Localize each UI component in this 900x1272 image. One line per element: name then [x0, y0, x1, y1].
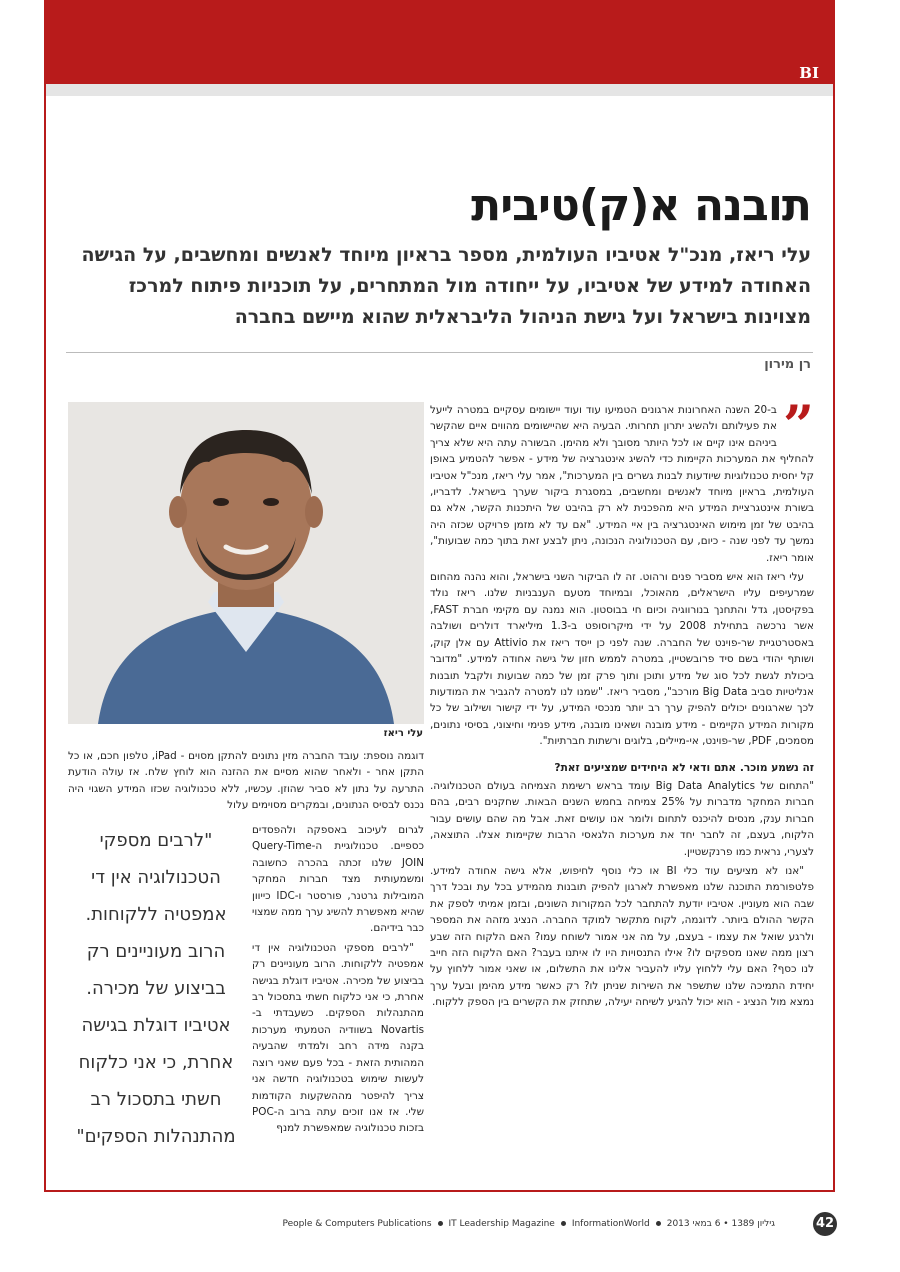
footer-issue: גיליון 1389 • 6 במאי 2013	[666, 1219, 775, 1229]
page-number: 42	[813, 1212, 837, 1236]
article-column-left-top	[68, 748, 424, 817]
article-column-left-bottom	[252, 822, 424, 1140]
portrait-photo	[68, 402, 424, 724]
footer-pub-1: People & Computers Publications	[282, 1219, 432, 1229]
section-tag: BI	[799, 64, 819, 82]
footer-pub-3: InformationWorld	[571, 1219, 650, 1229]
paragraph: עלי ריאז הוא איש מסביר פנים ורהוט. זה לו הביקור השני בישראל, והוא נהנה מהחום שמרעיפים עליו הישראלים, מהאוכל, ובמיוחד מטעם הענבניות שלנו. ריאז נולד בפקיסטן, גדל והתחנך בנורווגיה וכיום חי בבוסטון. הוא נמנה עם מקימי חברת FAST, אשר נרכשה בתחילת 2008 על ידי מיקרוסופט ב-1.3 מיליארד דולרים ושולבה באסטרטגיית שר-פוינט של החברה. שנה לפני כן ייסד ריאז את Attivio עם אלן קוק, ושותף יהודי בשם סיד פרובשטיין, במטרה לממש חזון של גישה אחודה למידע. "מדובר ביכולת לגשת לכל סוג של מידע ותוכן ותוך פרק זמן של כמה שבועות ולקבל תובנות אנליטיות סביב Big Data מורכב", מסביר ריאז. "שמנו לנו למטרה להגביר את המודעות לכך שארגונים יכולים להפיק ערך רב יותר מנכסי המידע, על ידי קישור ושילוב של כל מקורות המידע הקיימים - מידע מובנה ושאינו מובנה, מידע פנימי וחיצוני, בסיסי נתונים, מסמכים, PDF, שר-פוינט, אי-מיילים, בלוגים ורשתות חברתיות".	[430, 571, 815, 748]
photo-caption: עלי ריאז	[383, 728, 423, 739]
page-frame	[44, 0, 835, 1192]
header-bar	[46, 0, 833, 84]
pull-quote: "לרבים מספקי הטכנולוגיה אין די אמפטיה ללקוחות. הרוב מעוניינים רק בביצוע של מכירה. אטיביו דוגלת בגישה אחרת, כי אני כלקוח חשתי בתסכול רב מהתנהלות הספקים"	[76, 830, 236, 1147]
article-subtitle: עלי ריאז, מנכ"ל אטיביו העולמית, מספר בראיון מיוחד לאנשים ומחשבים, על הגישה האחודה למידע של אטיביו, על ייחודה מול המתחרים, על תוכניות פיתוח למרכז מצוינות בישראל ועל גישת הניהול הליבראלית שהוא מיישם בחברה	[81, 244, 811, 328]
bullet-icon	[438, 1221, 443, 1226]
article-column-right	[430, 393, 815, 1014]
article-title: תובנה א(ק)טיבית	[471, 180, 811, 231]
section-heading: זה נשמע מוכר. אתם ודאי לא היחידים שמציעים זאת?	[554, 761, 814, 774]
paragraph: "לרבים מספקי הטכנולוגיה אין די אמפטיה ללקוחות. הרוב מעוניינים רק בביצוע של מכירה. אטיביו דוגלת בגישה אחרת, כי אני כלקוח חשתי בתסכול רב מהתנהלות הספקים. כשעבדתי ב-Novartis בשוודיה הטמעתי מערכות בקנה מידה רחב ולמדתי שהבעיה המהותית הזאת - בכל פעם שאני רוצה לעשות שימוש בטכנולוגיה חדשה אני צריך להיפטר מההשקעות הקודמות שלי. אז אנו זוכים עתה ברוב ה-POC בזכות טכנולוגיה שמאפשרת למנף	[252, 941, 424, 1135]
quote-mark-icon: ”	[782, 393, 814, 457]
portrait-illustration	[68, 402, 424, 724]
bullet-icon	[561, 1221, 566, 1226]
page-footer	[44, 1212, 835, 1236]
header-underbar	[46, 84, 833, 96]
divider	[66, 352, 813, 353]
paragraph: "אנו לא מציעים עוד כלי BI או כלי נוסף לחיפוש, אלא גישה אחודה למידע. פלטפורמת התוכנה שלנו מאפשרת לארגון להפיק תובנות מהמידע בכל עת ובכל דרך שבה הוא מעוניין. אטיביו יודעת להתחבר לכל המקורות השונים, ובזמן אמיתי לספק את הקשר ההולם ביותר. לדוגמה, לקוח מתקשר למוקד החברה. הנציג מזהה את המספר ולרגע שואל את עצמו - בעצם, על מה אני אמור לשוחח עמו? האם הלקוח הזה שבע רצון ממה שאנו מספקים לו? אילו התנסויות היו לו איתנו בעבר? האם הלקוח הזה חייב לנו כסף? האם עלי ללחוץ עליו להעביר אלינו את התשלום, או שאני אמור ללחוץ על יחידת התמיכה שלנו שתשפר את השירות שניתן לו? רק כאשר מידע מהימן ובעל ערך נמצא מול הנציג - הוא יכול להגיע לשיחה יעילה, שתחזק את הקשרים בין הספק ללקוח.	[430, 864, 814, 1009]
paragraph: דוגמה נוספת: עובד החברה מזין נתונים להתקן מסוים - iPad, טלפון חכם, או כל התקן אחר - ולאחר שהוא מסיים את ההזנה הוא לוחץ שלח. אז עולה הודעת התרעה על נתון לא סביר שהוזן. עכשיו, ללא טכנולוגיה שכזו המידע השגוי היה נכנס לבסיס הנתונים, ובמקרים מסוימים עלול	[68, 750, 425, 812]
paragraph: לגרום לעיכוב באספקה ולהפסדים כספיים. טכנולוגיית ה-Query-Time JOIN שלנו זכתה בהכרה כחשובה ומשמעותית מצד חברות המחקר המובילות גרטנר, פורסטר ו-IDC כייוון שהיא מאפשרת להשיג ערך ממה שמצוי כבר בידיהם.	[252, 824, 424, 935]
author-byline: רן מירון	[764, 357, 811, 372]
paragraph: "התחום של Big Data Analytics עומד בראש רשימת הצמיחה בעולם הטכנולוגיה. חברות המחקר מדברות על 25% צמיחה בחמש השנים הבאות. שחקנים רבים, בהם חברות ענק, מנסים להיכנס לתחום ולומר אנו עושים זאת. אבל מה שהם עושים עבור הלקוח, בעצם, זה לחבר יחד את מערכות הלגאסי הרבות שקיימות אצלו. התוצאה, לצערי, נראית כמו פרנקשטיין.	[430, 779, 814, 858]
bullet-icon	[656, 1221, 661, 1226]
footer-pub-2: IT Leadership Magazine	[448, 1219, 555, 1229]
footer-publications	[283, 1219, 776, 1229]
paragraph: ב-20 השנה האחרונות ארגונים הטמיעו עוד ועוד יישומים עסקיים במטרה לייעל את פעילותם ולהשיג יתרון תחרותי. הבעיה היא שהיישומים מהווים איים שהקשר ביניהם אינו קיים או לכל היותר מסובך ולא מהימן. הבשורה עתה היא שלא צריך להחליף את המערכות הקיימות כדי להשיג אינטגרציה של מידע - אפשר להטמיע באופן קל יחסית טכנולוגיות שיודעות לבנות גשרים בין המערכות", אמר עלי ריאז, מנכ"ל אטיביו העולמית, בראיון מיוחד לאנשים ומחשבים, במסגרת ביקור שערך בישראל. לדבריו, בשורת אינטגרציית המידע היא מהפכנית לא רק בהיבט של היתכנות הקשר, אלא גם בהיבט של זמן מימוש האינטגרציה בין איי המידע. "אם עד לא מזמן פרויקט שכזה היה נמשך עד לפני שנה - כיום, עם הטכנולוגיה הנכונה, ניתן לבצע זאת בתוך כמה שבועות", אומר ריאז.	[430, 404, 814, 564]
